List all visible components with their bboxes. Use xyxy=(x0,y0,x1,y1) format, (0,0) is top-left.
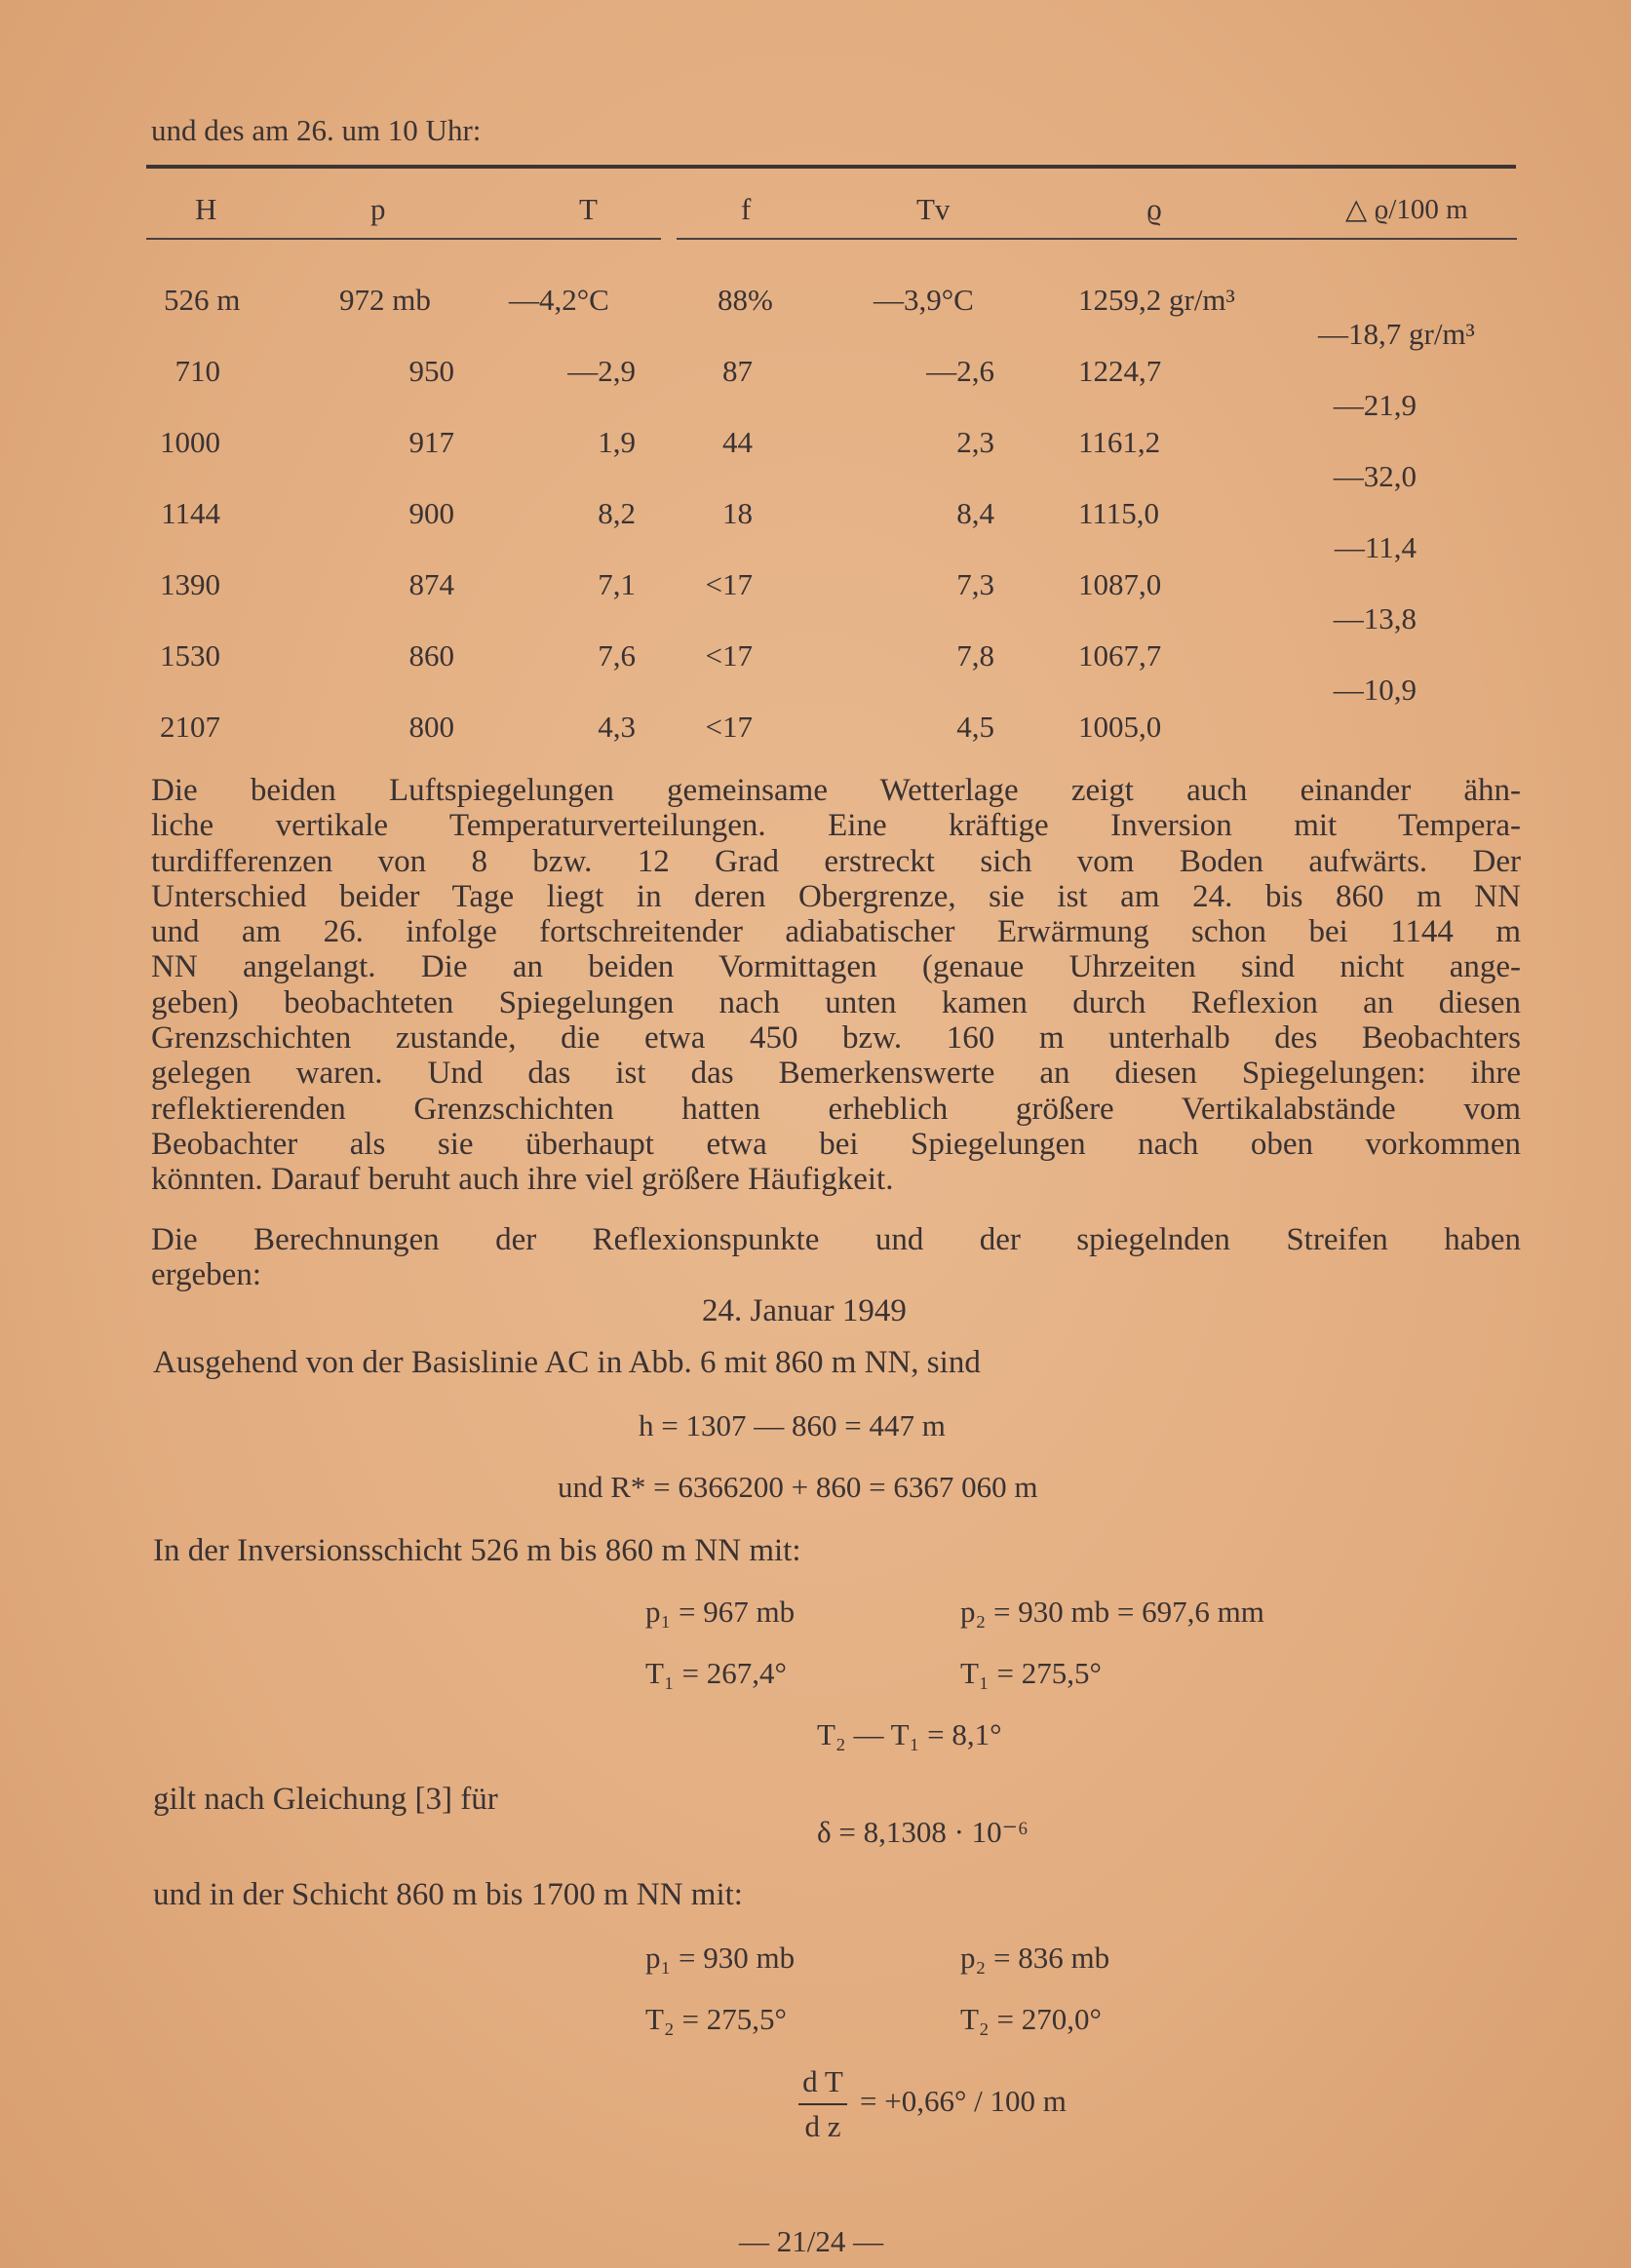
table-cell: 1530 xyxy=(160,638,220,673)
eq2-t2b: T₂ = 270,0° xyxy=(960,2002,1102,2036)
table-cell: 1161,2 xyxy=(1078,425,1161,459)
text-line: und am 26. infolge fortschreitender adiabatischer Erwärmung schon bei 1144 m xyxy=(151,914,1521,950)
paragraph-2 xyxy=(151,1222,1521,1293)
table-cell: 526 m xyxy=(164,283,241,317)
table-cell: 860 xyxy=(408,638,454,673)
table-cell: 874 xyxy=(408,567,454,601)
table-cell: 7,6 xyxy=(598,638,636,673)
header-rho: ϱ xyxy=(1146,192,1162,226)
table-cell: 900 xyxy=(408,496,454,530)
intro-text: und des am 26. um 10 Uhr: xyxy=(151,113,482,147)
header-delta-rho: △ ϱ/100 m xyxy=(1345,194,1468,225)
equation-r: und R* = 6366200 + 860 = 6367 060 m xyxy=(558,1470,1038,1504)
table-cell: 44 xyxy=(722,425,753,459)
text-line: geben) beobachteten Spiegelungen nach unten kamen durch Reflexion an diesen xyxy=(151,984,1521,1020)
table-cell: 1224,7 xyxy=(1078,354,1162,388)
equation-h: h = 1307 — 860 = 447 m xyxy=(639,1408,946,1442)
table-cell: 1,9 xyxy=(598,425,636,459)
text-line: ergeben: xyxy=(151,1257,262,1293)
table-top-rule xyxy=(146,165,1516,169)
text-line: gelegen waren. Und das ist das Bemerkenswerte an diesen Spiegelungen: ihre xyxy=(151,1056,1521,1092)
eq1-p2: p₂ = 930 mb = 697,6 mm xyxy=(960,1595,1264,1629)
table-cell: 710 xyxy=(175,354,220,388)
delta-cell: —13,8 xyxy=(1333,601,1417,635)
header-Tv: Tv xyxy=(916,192,951,226)
table-cell: 800 xyxy=(408,710,454,744)
text-line: turdifferenzen von 8 bzw. 12 Grad erstreckt sich vom Boden aufwärts. Der xyxy=(151,843,1521,879)
fraction-bar xyxy=(798,2103,847,2105)
delta-cell: —11,4 xyxy=(1334,530,1417,564)
header-H: H xyxy=(195,192,217,226)
table-cell: 7,3 xyxy=(956,567,994,601)
eq1-t1b: T₁ = 275,5° xyxy=(960,1656,1102,1690)
eq2-p1: p₁ = 930 mb xyxy=(645,1941,796,1975)
gradient-fraction xyxy=(796,2064,850,2144)
table-cell: 18 xyxy=(722,496,753,530)
delta-cell: —32,0 xyxy=(1333,459,1417,493)
table-cell: <17 xyxy=(705,710,753,744)
table-cell: 1390 xyxy=(160,567,220,601)
header-rule-left xyxy=(146,238,661,240)
text-line: Beobachter als sie überhaupt etwa bei Spiegelungen nach oben vorkommen xyxy=(151,1126,1521,1162)
table-cell: 7,8 xyxy=(956,638,994,673)
text-line: Unterschied beider Tage liegt in deren Obergrenze, sie ist am 24. bis 860 m NN xyxy=(151,878,1521,914)
delta-cell: —10,9 xyxy=(1333,673,1417,707)
page-number: — 21/24 — xyxy=(739,2224,884,2258)
basis-line: Ausgehend von der Basislinie AC in Abb. 6 mit 860 m NN, sind xyxy=(153,1345,981,1380)
table-cell: 7,1 xyxy=(598,567,636,601)
table-cell: 87 xyxy=(722,354,753,388)
table-cell: —3,9°C xyxy=(874,283,974,317)
eq1-p1: p₁ = 967 mb xyxy=(645,1595,796,1629)
table-cell: 8,4 xyxy=(956,496,994,530)
table-cell: <17 xyxy=(705,638,753,673)
gradient-value: = +0,66° / 100 m xyxy=(860,2084,1067,2118)
fraction-denominator: d z xyxy=(804,2109,841,2143)
text-line: reflektierenden Grenzschichten hatten erheblich größere Vertikalabstände vom xyxy=(151,1091,1521,1127)
table-cell: 1000 xyxy=(160,425,220,459)
table-cell: 88% xyxy=(718,283,773,317)
header-T: T xyxy=(579,192,598,226)
text-line: Die Berechnungen der Reflexionspunkte und der spiegelnden Streifen haben xyxy=(151,1222,1521,1257)
text-line: liche vertikale Temperaturverteilungen. Eine kräftige Inversion mit Tempera- xyxy=(151,808,1521,844)
table-cell: —2,9 xyxy=(567,354,636,388)
equation-delta: δ = 8,1308 · 10⁻⁶ xyxy=(817,1815,1029,1849)
table-cell: —4,2°C xyxy=(509,283,609,317)
delta-cell: —21,9 xyxy=(1333,388,1417,422)
paragraph-1 xyxy=(151,773,1521,1198)
gleichung-line: gilt nach Gleichung [3] für xyxy=(153,1782,498,1817)
table-cell: 1067,7 xyxy=(1078,638,1162,673)
table-cell: 1259,2 gr/m³ xyxy=(1078,283,1235,317)
text-line: Grenzschichten zustande, die etwa 450 bzw. 160 m unterhalb des Beobachters xyxy=(151,1020,1521,1057)
table-cell: 917 xyxy=(408,425,454,459)
table-cell: 1115,0 xyxy=(1078,496,1159,530)
table-cell: 2,3 xyxy=(956,425,994,459)
eq2-p2: p₂ = 836 mb xyxy=(960,1941,1110,1975)
table-cell: 1144 xyxy=(161,496,220,530)
eq1-t1: T₁ = 267,4° xyxy=(645,1656,787,1690)
header-rule-right xyxy=(677,238,1517,240)
table-cell: 4,5 xyxy=(956,710,994,744)
delta-cell: —18,7 gr/m³ xyxy=(1318,317,1475,351)
table-cell: 4,3 xyxy=(598,710,636,744)
table-cell: 1005,0 xyxy=(1078,710,1162,744)
header-f: f xyxy=(741,192,752,226)
table-cell: 2107 xyxy=(160,710,220,744)
fraction-numerator: d T xyxy=(802,2064,843,2098)
table-cell: 1087,0 xyxy=(1078,567,1162,601)
text-line: könnten. Darauf beruht auch ihre viel größere Häufigkeit. xyxy=(151,1162,894,1198)
text-line: Die beiden Luftspiegelungen gemeinsame Wetterlage zeigt auch einander ähn- xyxy=(151,773,1521,808)
table-cell: 950 xyxy=(408,354,454,388)
eq2-t2: T₂ = 275,5° xyxy=(645,2002,787,2036)
eq1-diff: T₂ — T₁ = 8,1° xyxy=(817,1717,1002,1751)
header-p: p xyxy=(370,192,386,226)
text-line: NN angelangt. Die an beiden Vormittagen (genaue Uhrzeiten sind nicht ange- xyxy=(151,949,1521,985)
table-cell: 972 mb xyxy=(339,283,431,317)
table-cell: <17 xyxy=(705,567,753,601)
table-cell: —2,6 xyxy=(926,354,994,388)
table-cell: 8,2 xyxy=(598,496,636,530)
schicht-line: und in der Schicht 860 m bis 1700 m NN mit: xyxy=(153,1877,743,1912)
inversion-line: In der Inversionsschicht 526 m bis 860 m NN mit: xyxy=(153,1533,801,1568)
date-heading: 24. Januar 1949 xyxy=(702,1293,907,1328)
